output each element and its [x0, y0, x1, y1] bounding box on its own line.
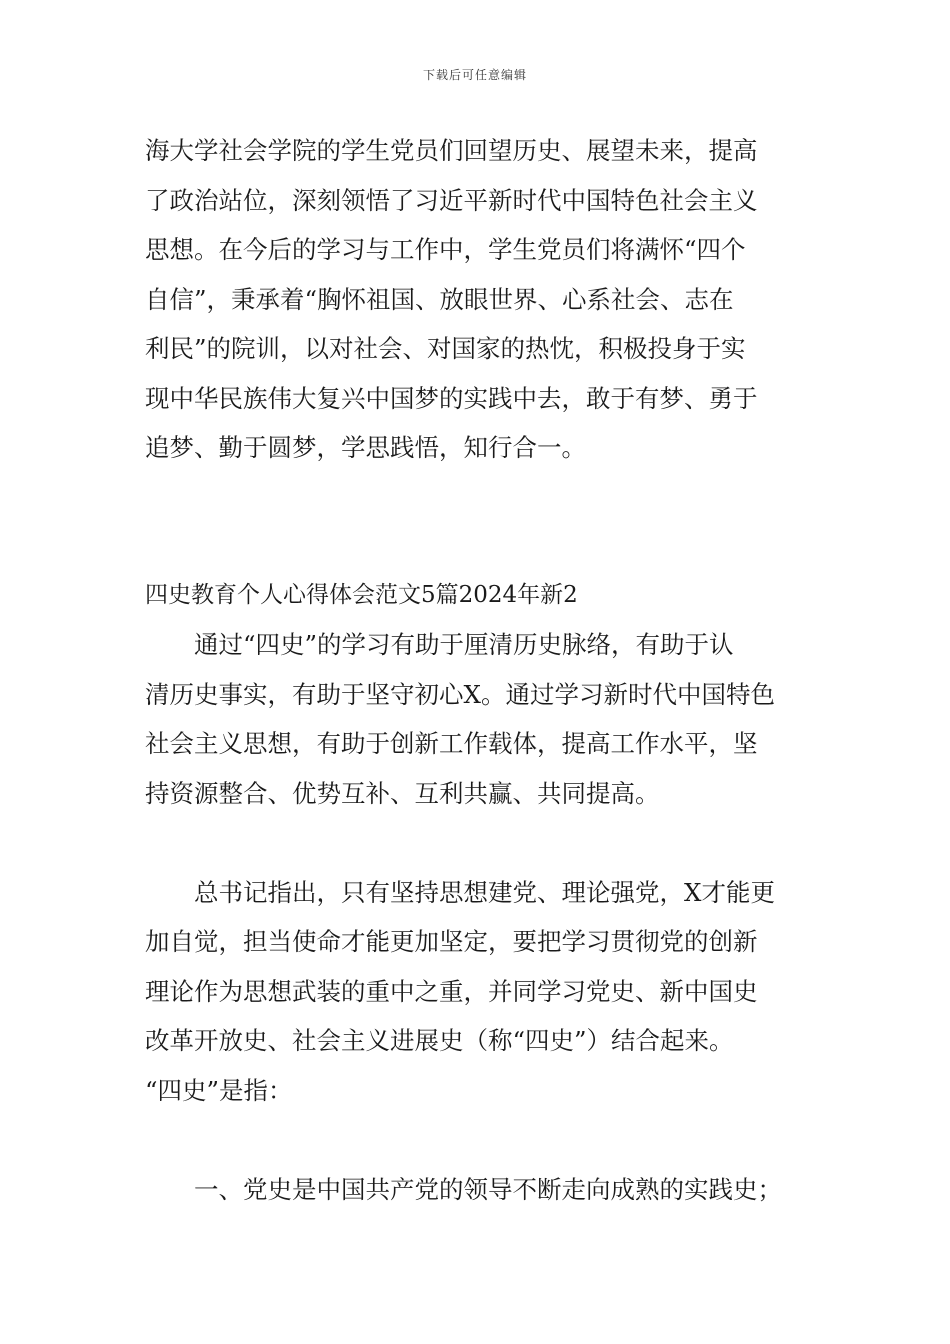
paragraph-line: 通过“四史”的学习有助于厘清历史脉络，有助于认 [194, 630, 734, 659]
paragraph-line: 现中华民族伟大复兴中国梦的实践中去，敢于有梦、勇于 [145, 383, 758, 413]
paragraph-line: 清历史事实，有助于坚守初心X。通过学习新时代中国特色 [145, 679, 775, 709]
paragraph-line: 利民”的院训，以对社会、对国家的热忱，积极投身于实 [145, 334, 746, 363]
paragraph-line: 追梦、勤于圆梦，学思践悟，知行合一。 [145, 433, 586, 462]
paragraph-line: 社会主义思想，有助于创新工作载体，提高工作水平，坚 [145, 729, 758, 758]
spacer [145, 1115, 810, 1165]
section-title: 四史教育个人心得体会范文5篇2024年新2 [145, 581, 578, 608]
paragraph-list-item [145, 1165, 810, 1215]
paragraph-line: 加自觉，担当使命才能更加坚定，要把学习贯彻党的创新 [145, 927, 758, 956]
document-body [145, 126, 810, 1214]
list-item: 一、党史是中国共产党的领导不断走向成熟的实践史； [194, 1174, 782, 1204]
spacer [145, 473, 810, 571]
paragraph-intro [145, 126, 810, 473]
paragraph-line: 理论作为思想武装的重中之重，并同学习党史、新中国史 [145, 976, 758, 1006]
paragraph-speech [145, 868, 810, 1116]
paragraph-line: 总书记指出，只有坚持思想建党、理论强党，X才能更 [194, 877, 775, 907]
paragraph-line: “四史”是指： [145, 1075, 293, 1105]
spacer [145, 818, 810, 868]
paragraph-line: 改革开放史、社会主义进展史（称“四史”）结合起来。 [145, 1026, 734, 1055]
paragraph-line: 了政治站位，深刻领悟了习近平新时代中国特色社会主义 [145, 185, 758, 215]
page-header: 下载后可任意编辑 [422, 68, 527, 82]
paragraph-line: 自信”，秉承着“胸怀祖国、放眼世界、心系社会、志在 [145, 284, 734, 314]
paragraph-line: 持资源整合、优势互补、互利共赢、共同提高。 [145, 778, 660, 808]
paragraph-study [145, 620, 810, 818]
paragraph-line: 思想。在今后的学习与工作中，学生党员们将满怀“四个 [145, 235, 746, 264]
paragraph-line: 海大学社会学院的学生党员们回望历史、展望未来，提高 [145, 136, 758, 165]
